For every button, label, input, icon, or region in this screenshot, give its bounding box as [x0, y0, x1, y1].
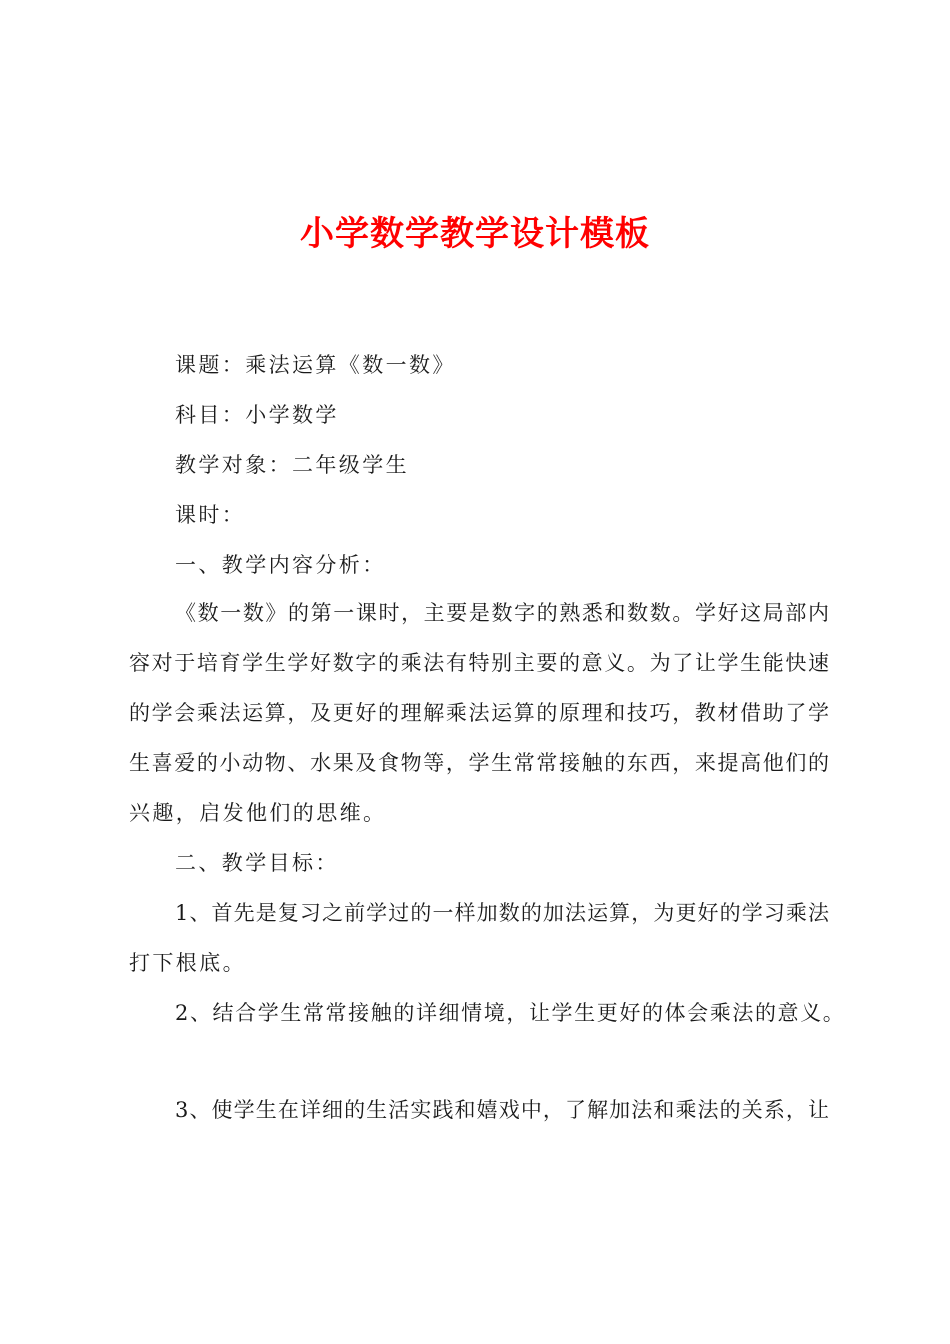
audience-line: 教学对象：二年级学生: [175, 453, 409, 477]
section1-paragraph-line: 的学会乘法运算，及更好的理解乘法运算的原理和技巧，教材借助了学: [129, 701, 829, 725]
goal-1-line: 1、首先是复习之前学过的一样加数的加法运算，为更好的学习乘法: [175, 901, 829, 925]
goal-1-line: 打下根底。: [129, 951, 246, 975]
section1-heading: 一、教学内容分析：: [175, 553, 386, 577]
subject-line: 科目：小学数学: [175, 403, 339, 427]
lesson-topic: 课题：乘法运算《数一数》: [175, 353, 456, 377]
section1-paragraph-line: 《数一数》的第一课时，主要是数字的熟悉和数数。学好这局部内: [175, 601, 829, 625]
section1-paragraph-line: 兴趣，启发他们的思维。: [129, 801, 387, 825]
goal-2-line: 2、结合学生常常接触的详细情境，让学生更好的体会乘法的意义。: [175, 1001, 846, 1025]
section1-paragraph-line: 容对于培育学生学好数字的乘法有特别主要的意义。为了让学生能快速: [129, 651, 829, 675]
goal-3-line: 3、使学生在详细的生活实践和嬉戏中，了解加法和乘法的关系，让: [175, 1098, 829, 1122]
section1-paragraph-line: 生喜爱的小动物、水果及食物等，学生常常接触的东西，来提高他们的: [129, 751, 829, 775]
section2-heading: 二、教学目标：: [175, 851, 339, 875]
period-line: 课时：: [175, 503, 246, 527]
document-title: 小学数学教学设计模板: [300, 214, 650, 254]
